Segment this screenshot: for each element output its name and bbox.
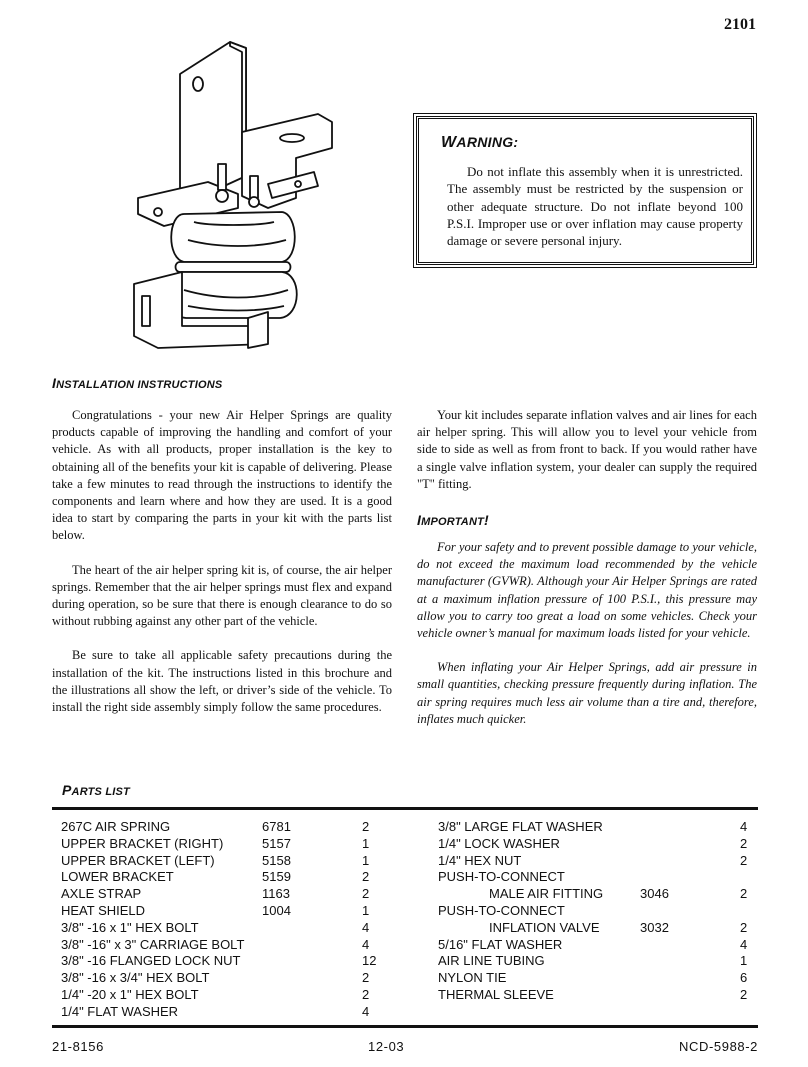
part-name: 1/4" LOCK WASHER — [438, 835, 560, 851]
part-quantity: 4 — [362, 919, 370, 935]
part-number: 1004 — [262, 903, 291, 918]
part-quantity: 4 — [362, 936, 370, 952]
part-quantity: 2 — [740, 835, 748, 851]
part-number: 3032 — [640, 919, 669, 935]
safety-paragraph: Be sure to take all applicable safety precautions during the installation of the kit. The instructions listed in this brochure and the illustrations all show the left, or driver’s side of the vehicle. To install the right side assembly simply follow the same procedures. — [52, 648, 392, 715]
parts-list-row — [0, 1003, 808, 1020]
warning-text: Do not inflate this assembly when it is unrestricted. The assembly must be restricted by the suspension or other adequate structure. Do not inflate beyond 100 P.S.I. Improper use or over inflation may cause property damage or severe personal injury. — [447, 164, 743, 249]
part-name: THERMAL SLEEVE — [438, 987, 554, 1002]
part-number: 5157 — [262, 835, 291, 851]
part-quantity: 1 — [740, 953, 748, 969]
intro-paragraph: Congratulations - your new Air Helper Springs are quality products capable of improving the handling and comfort of your vehicle. As with all products, proper installation is the key to obtaining all of the benefits your kit is capable of delivering. Please take a few minutes to read through the instructions to identify the components and learn where and how they are used. It is a good idea to start by comparing the parts in your kit with the parts list below. — [52, 408, 392, 543]
part-number: 1163 — [262, 886, 290, 902]
part-name: MALE AIR FITTING — [489, 886, 604, 902]
part-name: 5/16" FLAT WASHER — [438, 936, 563, 952]
part-name: 3/8" LARGE FLAT WASHER — [438, 819, 603, 834]
kit-paragraph: Your kit includes separate inflation valves and air lines for each air helper spring. This will allow you to level your vehicle from side to side as well as from front to back. If you would rather have a single valve inflation system, your dealer can supply the required "T" fitting. — [417, 408, 757, 491]
part-name: LOWER BRACKET — [61, 869, 174, 885]
part-name: 1/4" -20 x 1" HEX BOLT — [61, 987, 199, 1002]
part-quantity: 4 — [740, 936, 748, 952]
part-name: 3/8" -16 x 1" HEX BOLT — [61, 919, 199, 935]
parts-list-row — [0, 969, 808, 986]
important-heading-initial: I — [417, 512, 422, 528]
parts-list-row — [0, 952, 808, 969]
part-name: INFLATION VALVE — [489, 919, 600, 935]
part-quantity: 6 — [740, 970, 748, 986]
part-name: PUSH-TO-CONNECT — [438, 903, 565, 918]
part-name: UPPER BRACKET (LEFT) — [61, 852, 215, 868]
important-heading-mark: ! — [484, 512, 489, 528]
part-quantity: 1 — [362, 852, 370, 868]
warning-title-initial: W — [441, 134, 457, 151]
part-name: AIR LINE TUBING — [438, 953, 545, 969]
parts-list-row — [0, 986, 808, 1003]
warning-title-rest: ARNING: — [456, 134, 519, 150]
part-name: HEAT SHIELD — [61, 903, 146, 918]
part-quantity: 2 — [362, 869, 370, 885]
part-quantity: 2 — [362, 886, 370, 902]
part-quantity: 12 — [362, 953, 377, 969]
important-heading-rest: MPORTANT — [421, 516, 485, 528]
important-paragraph-safety: For your safety and to prevent possible damage to your vehicle, do not exceed the maximum load recommended by the vehicle manufacturer (GVWR). Although your Air Helper Springs are rated at a maximum inflation pressure of 100 P.S.I., this pressure may allow you to carry too great a load on some vehicles. Check your vehicle owner’s manual for maximum loads listed for your vehicle. — [417, 540, 757, 641]
part-name: PUSH-TO-CONNECT — [438, 869, 565, 885]
parts-list-row — [0, 919, 808, 936]
part-name: 1/4" FLAT WASHER — [61, 1003, 179, 1019]
part-name: AXLE STRAP — [61, 886, 142, 902]
parts-list-heading-rest: ARTS LIST — [71, 786, 130, 798]
parts-list-row — [0, 852, 808, 869]
part-name: 3/8" -16 x 3/4" HEX BOLT — [61, 970, 210, 986]
important-paragraph-inflating: When inflating your Air Helper Springs, add air pressure in small quantities, checking pressure frequently during inflation. The air spring requires much less air volume than a tire and, therefore, inflates much quicker. — [417, 660, 757, 726]
part-name: 1/4" HEX NUT — [438, 852, 522, 868]
part-quantity: 2 — [740, 919, 748, 935]
footer-right-code: NCD-5988-2 — [679, 1039, 758, 1054]
part-quantity: 1 — [362, 903, 370, 918]
parts-list-row — [0, 835, 808, 852]
parts-list-row — [0, 902, 808, 919]
part-name: NYLON TIE — [438, 970, 507, 986]
part-number: 6781 — [262, 819, 291, 834]
footer-left-code: 21-8156 — [52, 1039, 104, 1054]
part-number: 5159 — [262, 869, 291, 885]
part-quantity: 2 — [740, 987, 748, 1002]
parts-list-heading-initial: P — [62, 782, 72, 798]
page-number: 2101 — [724, 16, 756, 33]
part-name: 3/8" -16 FLANGED LOCK NUT — [61, 953, 241, 969]
footer-date: 12-03 — [368, 1039, 405, 1054]
heart-paragraph: The heart of the air helper spring kit is, of course, the air helper springs. Remember that the air helper springs must flex and expand during operation, so be sure that there is enough clearance to do so without rubbing against any other part of the vehicle. — [52, 562, 392, 629]
part-quantity: 4 — [740, 819, 748, 834]
part-quantity: 2 — [362, 970, 370, 986]
parts-list-bottom-rule — [52, 1025, 758, 1028]
part-quantity: 2 — [362, 987, 370, 1002]
part-number: 5158 — [262, 852, 291, 868]
parts-list-row — [0, 885, 808, 902]
part-name: UPPER BRACKET (RIGHT) — [61, 835, 224, 851]
part-name: 3/8" -16" x 3" CARRIAGE BOLT — [61, 936, 245, 952]
parts-list-row — [0, 868, 808, 885]
part-quantity: 2 — [362, 819, 370, 834]
part-name: 267C AIR SPRING — [61, 819, 171, 834]
installation-heading-initial: I — [52, 375, 57, 391]
part-number: 3046 — [640, 886, 669, 902]
parts-list-row — [0, 936, 808, 953]
part-quantity: 2 — [740, 886, 748, 902]
parts-list-row — [0, 818, 808, 835]
part-quantity: 2 — [740, 852, 748, 868]
part-quantity: 4 — [362, 1003, 370, 1019]
part-quantity: 1 — [362, 835, 370, 851]
installation-heading-rest: NSTALLATION INSTRUCTIONS — [56, 379, 223, 391]
